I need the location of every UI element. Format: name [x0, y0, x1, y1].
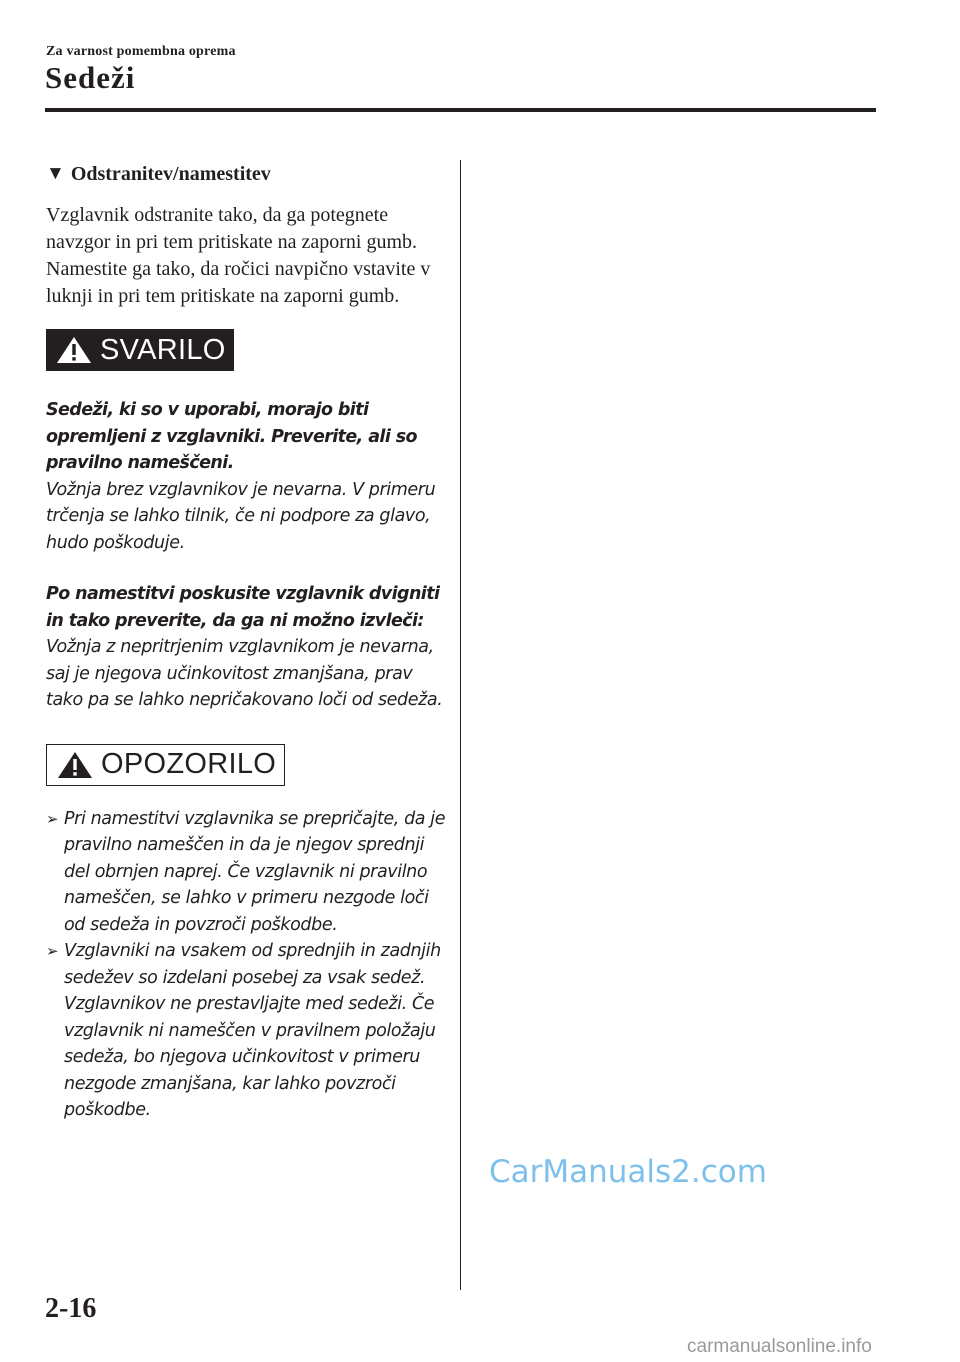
list-item	[46, 806, 446, 939]
caution-text: Vožnja z nepritrjenim vzglavnikom je nevarna, saj je njegova učinkovitost zmanjšana, prav tako pa se lahko nepričakovano loči od sedeža.	[46, 637, 443, 710]
watermark-site: carmanualsonline.info	[687, 1336, 872, 1357]
subsection-title: Odstranitev/namestitev	[70, 163, 271, 185]
caution-badge	[46, 329, 234, 371]
watermark-logo: CarManuals2.com	[489, 1154, 767, 1190]
bullet-arrow-icon: ➢	[46, 942, 59, 960]
warning-bullet-text: Vzglavniki na vsakem od sprednjih in zadnjih sedežev so izdelani posebej za vsak sedež. Vzglavnikov ne prestavljajte med sedeži. Če vzglavnik ni nameščen v pravilnem položaju sedeža, bo njegova učinkovitost v primeru nezgode zmanjšana, kar lahko povzroči poškodbe.	[64, 941, 441, 1120]
list-item	[46, 938, 446, 1124]
body-text	[46, 202, 446, 310]
subsection-heading	[46, 160, 446, 188]
column-divider	[460, 160, 461, 1290]
left-column	[46, 160, 446, 1124]
warning-badge	[46, 744, 285, 786]
caution-text: Vožnja brez vzglavnikov je nevarna. V primeru trčenja se lahko tilnik, če ni podpore za glavo, hudo poškoduje.	[46, 479, 436, 553]
page-number: 2-16	[45, 1293, 97, 1324]
warning-section	[46, 744, 446, 1124]
caution-bold-text: Po namestitvi poskusite vzglavnik dvigniti in tako preverite, da ga ni možno izvleči:	[46, 584, 440, 631]
caution-bold-text: Sedeži, ki so v uporabi, morajo biti opremljeni z vzglavniki. Preverite, ali so pravilno nameščeni.	[46, 400, 417, 473]
body-paragraph: Namestite ga tako, da ročici navpično vstavite v luknji in pri tem pritiskate na zaporni gumb.	[46, 258, 431, 307]
body-paragraph: Vzglavnik odstranite tako, da ga potegnete navzgor in pri tem pritiskate na zaporni gumb.	[46, 204, 418, 253]
caution-content	[46, 397, 446, 714]
page-title: Sedeži	[45, 60, 136, 95]
caution-label: SVARILO	[100, 333, 226, 366]
section-header: Za varnost pomembna oprema	[46, 44, 236, 59]
warning-bullet-text: Pri namestitvi vzglavnika se prepričajte, da je pravilno nameščen in da je njegov sprednji del obrnjen naprej. Če vzglavnik ni pravilno nameščen, se lahko v primeru nezgode loči od sedeža in povzroči poškodbe.	[64, 808, 446, 935]
warning-triangle-icon	[57, 751, 93, 779]
warning-label: OPOZORILO	[101, 748, 277, 780]
warning-list	[46, 806, 446, 1124]
bullet-arrow-icon: ➢	[46, 809, 59, 828]
triangle-marker-icon: ▼	[46, 163, 65, 184]
warning-triangle-icon	[56, 336, 92, 364]
header-rule	[45, 108, 876, 112]
